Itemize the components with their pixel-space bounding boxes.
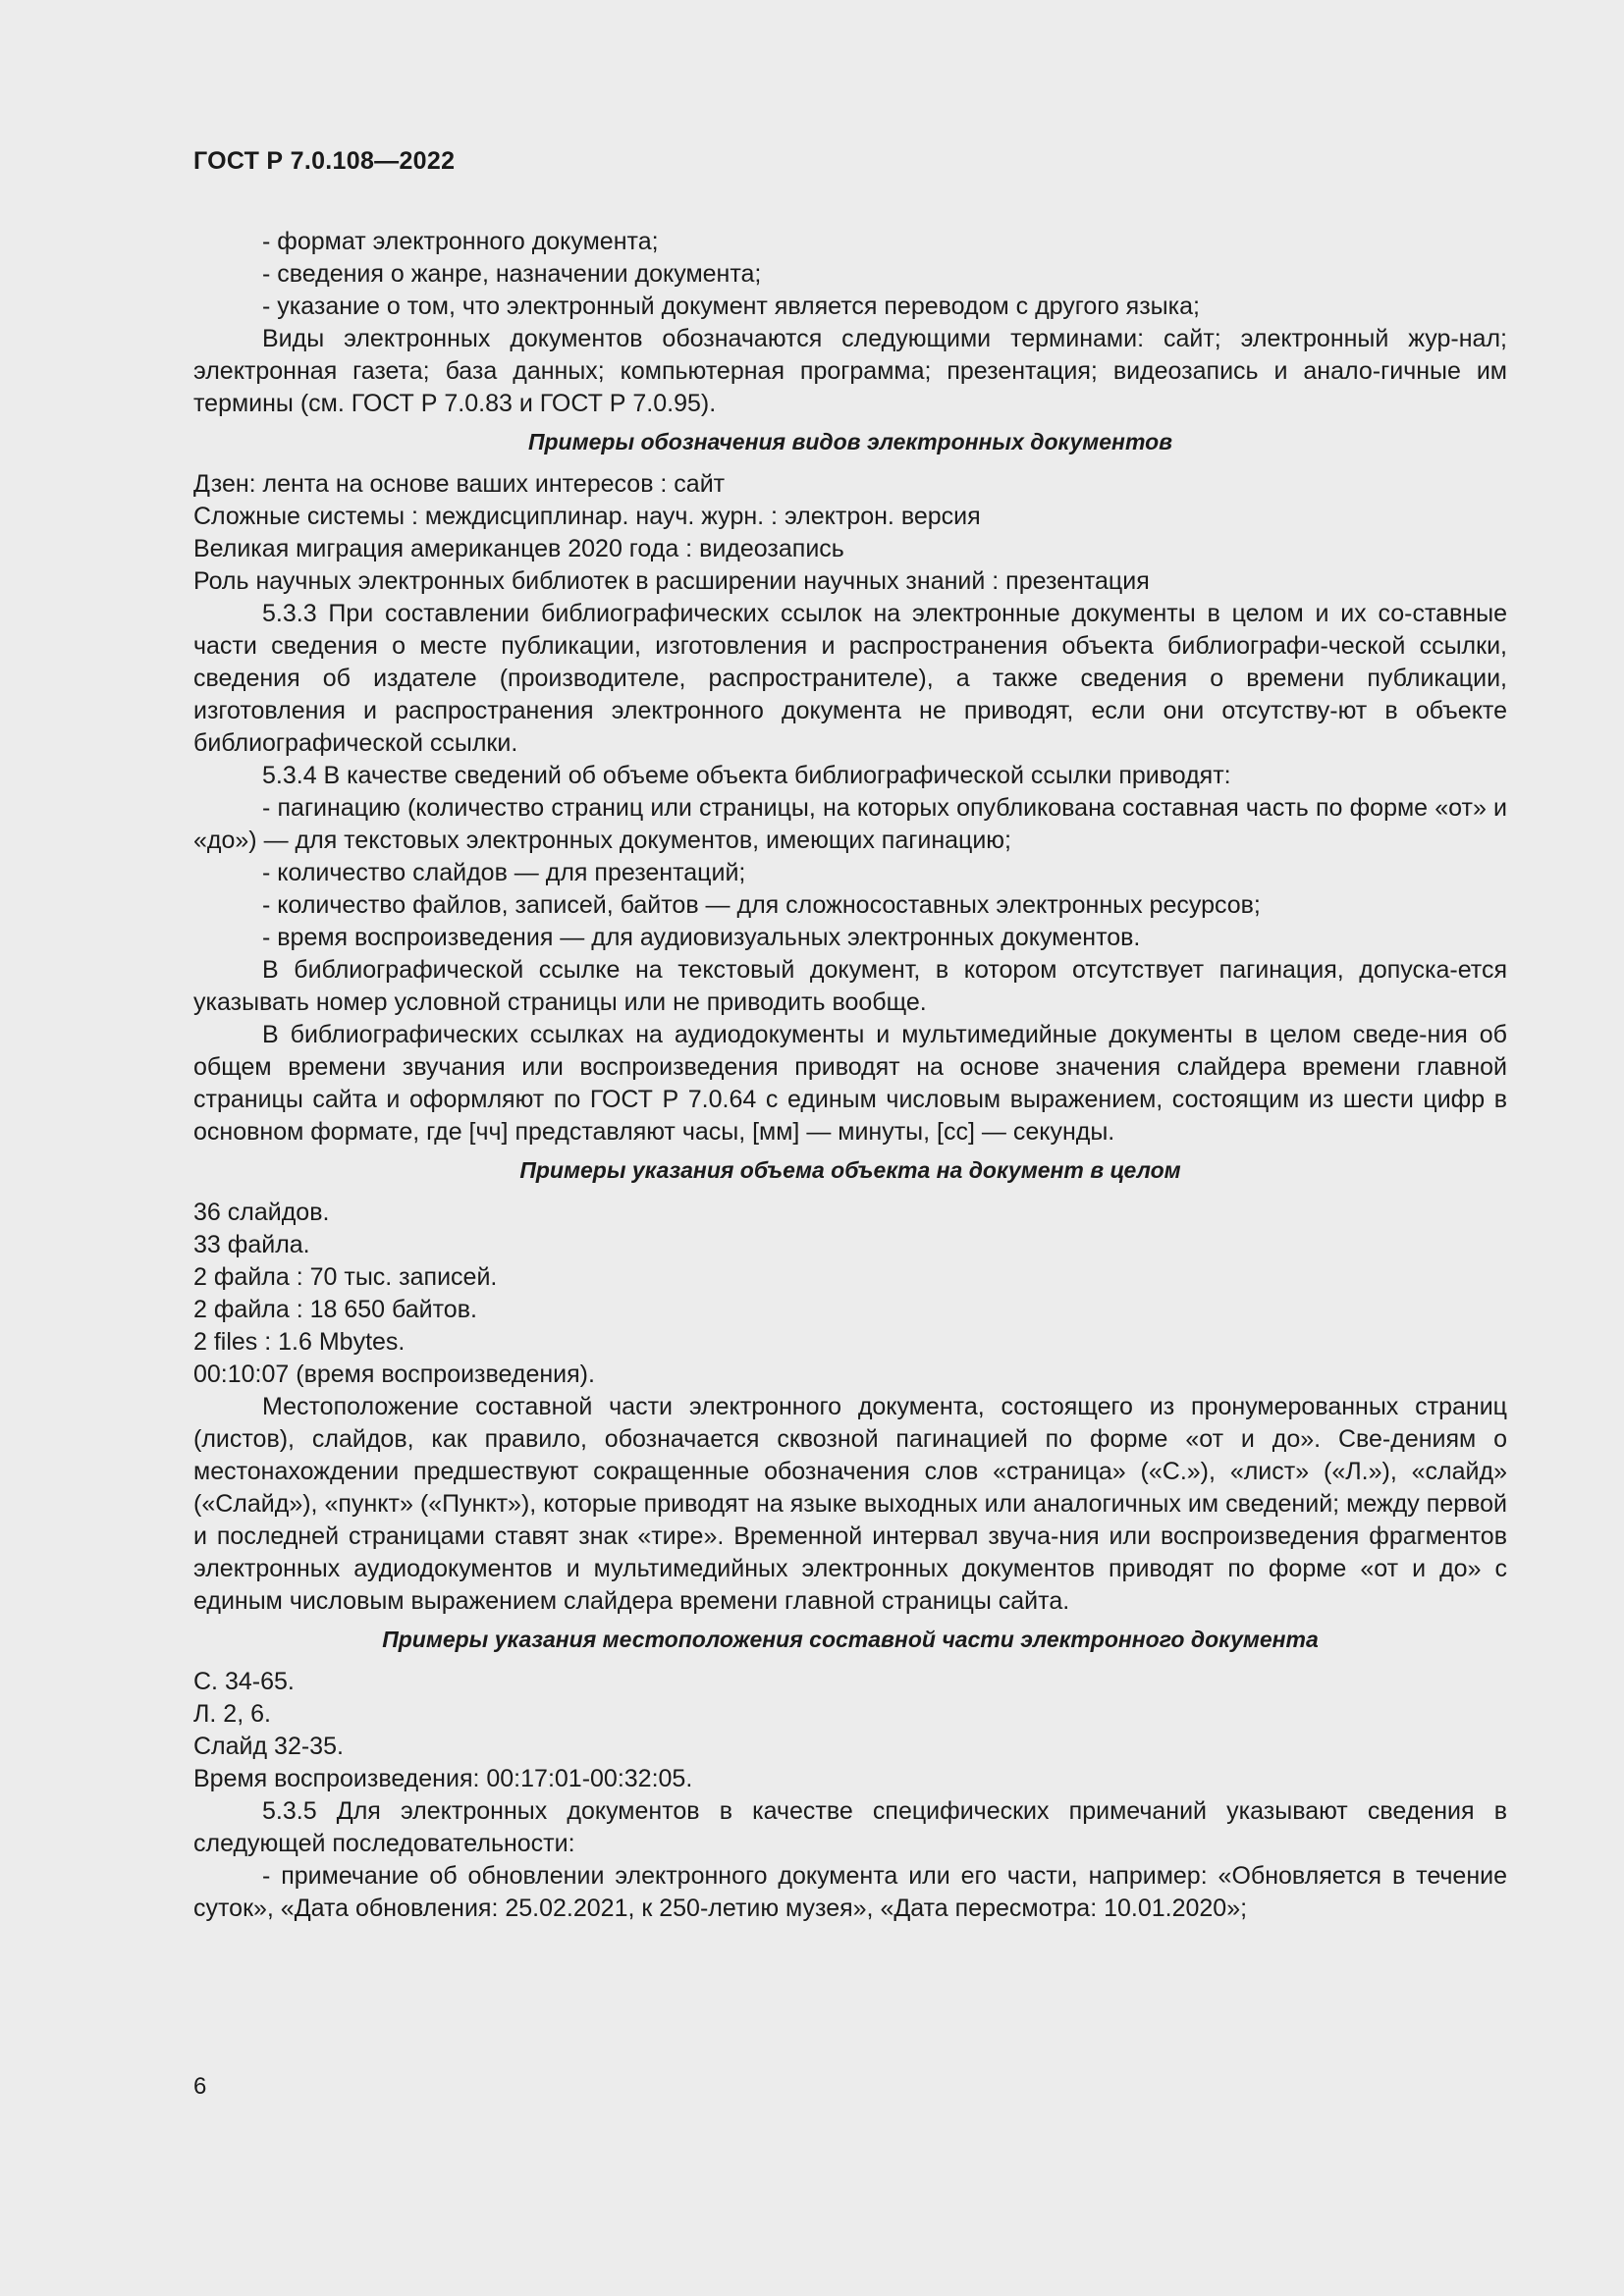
paragraph-5-3-5: 5.3.5 Для электронных документов в качестве специфических примечаний указывают сведения в следующей последовательности: bbox=[193, 1797, 1507, 1857]
list-item: - указание о том, что электронный документ является переводом с другого языка; bbox=[262, 293, 1200, 320]
paragraph-location: Местоположение составной части электронного документа, состоящего из пронумерованных страниц (листов), слайдов, как правило, обозначается сквозной пагинацией по форме «от и до». Све-дениям о местонахождении предшествуют сокращенные обозначения слов «страница» («С.»), «лист» («Л.»), «слайд» («Слайд»), «пункт» («Пункт»), которые приводят на языке выходных или аналогичных им сведений; между первой и последней страницами ставят знак «тире». Временной интервал звуча-ния или воспроизведения фрагментов электронных аудиодокументов и мультимедийных электронных документов приводят по форме «от и до» с единым числовым выражением слайдера времени главной страницы сайта. bbox=[193, 1393, 1507, 1615]
example-line: Л. 2, 6. bbox=[193, 1700, 271, 1728]
paragraph-5-3-3: 5.3.3 При составлении библиографических ссылок на электронные документы в целом и их со-ставные части сведения о месте публикации, изготовления и распространения объекта библиографи-ческой ссылки, сведения об издателе (производителе, распространителе), а также сведения о времени публикации, изготовления и распространения электронного документа не приводят, если они отсутству-ют в объекте библиографической ссылки. bbox=[193, 600, 1507, 757]
list-item: - примечание об обновлении электронного документа или его части, например: «Обновляется в течение суток», «Дата обновления: 25.02.2021, к 250-летию музея», «Дата пересмотра: 10.01.2020»; bbox=[193, 1862, 1507, 1922]
example-line: Великая миграция американцев 2020 года : видеозапись bbox=[193, 535, 844, 562]
examples-title-kinds: Примеры обозначения видов электронных документов bbox=[527, 429, 1173, 454]
example-line: Роль научных электронных библиотек в расширении научных знаний : презентация bbox=[193, 567, 1150, 595]
example-line: 2 файла : 18 650 байтов. bbox=[193, 1296, 477, 1323]
paragraph-audio: В библиографических ссылках на аудиодокументы и мультимедийные документы в целом сведе-ния об общем времени звучания или воспроизведения приводят на основе значения слайдера времени главной страницы сайта и оформляют по ГОСТ Р 7.0.64 с единым числовым выражением, состоящим из шести цифр в основном формате, где [чч] представляют часы, [мм] — минуты, [сс] — секунды. bbox=[193, 1021, 1507, 1146]
example-line: 33 файла. bbox=[193, 1231, 310, 1258]
list-item: - формат электронного документа; bbox=[262, 228, 659, 255]
example-line: Сложные системы : междисциплинар. науч. журн. : электрон. версия bbox=[193, 503, 981, 530]
example-line: 00:10:07 (время воспроизведения). bbox=[193, 1361, 595, 1388]
examples-title-volume: Примеры указания объема объекта на документ в целом bbox=[519, 1157, 1181, 1183]
examples-title-location: Примеры указания местоположения составной части электронного документа bbox=[382, 1627, 1319, 1652]
list-item: - пагинацию (количество страниц или страницы, на которых опубликована составная часть по форме «от» и «до») — для текстовых электронных документов, имеющих пагинацию; bbox=[193, 794, 1507, 854]
document-body bbox=[193, 226, 1507, 1925]
paragraph-5-3-4: 5.3.4 В качестве сведений об объеме объекта библиографической ссылки приводят: bbox=[262, 762, 1231, 789]
document-header: ГОСТ Р 7.0.108—2022 bbox=[193, 147, 456, 175]
page-number: 6 bbox=[193, 2073, 207, 2100]
example-line: Время воспроизведения: 00:17:01-00:32:05. bbox=[193, 1765, 693, 1792]
list-item: - количество слайдов — для презентаций; bbox=[262, 859, 746, 886]
example-line: Слайд 32-35. bbox=[193, 1733, 344, 1760]
list-item: - время воспроизведения — для аудиовизуальных электронных документов. bbox=[262, 924, 1141, 951]
example-line: С. 34-65. bbox=[193, 1668, 295, 1695]
list-item: - сведения о жанре, назначении документа; bbox=[262, 260, 762, 288]
paragraph-text-doc: В библиографической ссылке на текстовый документ, в котором отсутствует пагинация, допуска-ется указывать номер условной страницы или не приводить вообще. bbox=[193, 956, 1507, 1016]
example-line: 36 слайдов. bbox=[193, 1199, 330, 1226]
example-line: Дзен: лента на основе ваших интересов : сайт bbox=[193, 470, 726, 498]
list-item: - количество файлов, записей, байтов — для сложносоставных электронных ресурсов; bbox=[262, 891, 1261, 919]
paragraph-kinds: Виды электронных документов обозначаются следующими терминами: сайт; электронный жур-нал; электронная газета; база данных; компьютерная программа; презентация; видеозапись и анало-гичные им термины (см. ГОСТ Р 7.0.83 и ГОСТ Р 7.0.95). bbox=[193, 325, 1507, 417]
example-line: 2 files : 1.6 Mbytes. bbox=[193, 1328, 406, 1356]
example-line: 2 файла : 70 тыс. записей. bbox=[193, 1263, 498, 1291]
